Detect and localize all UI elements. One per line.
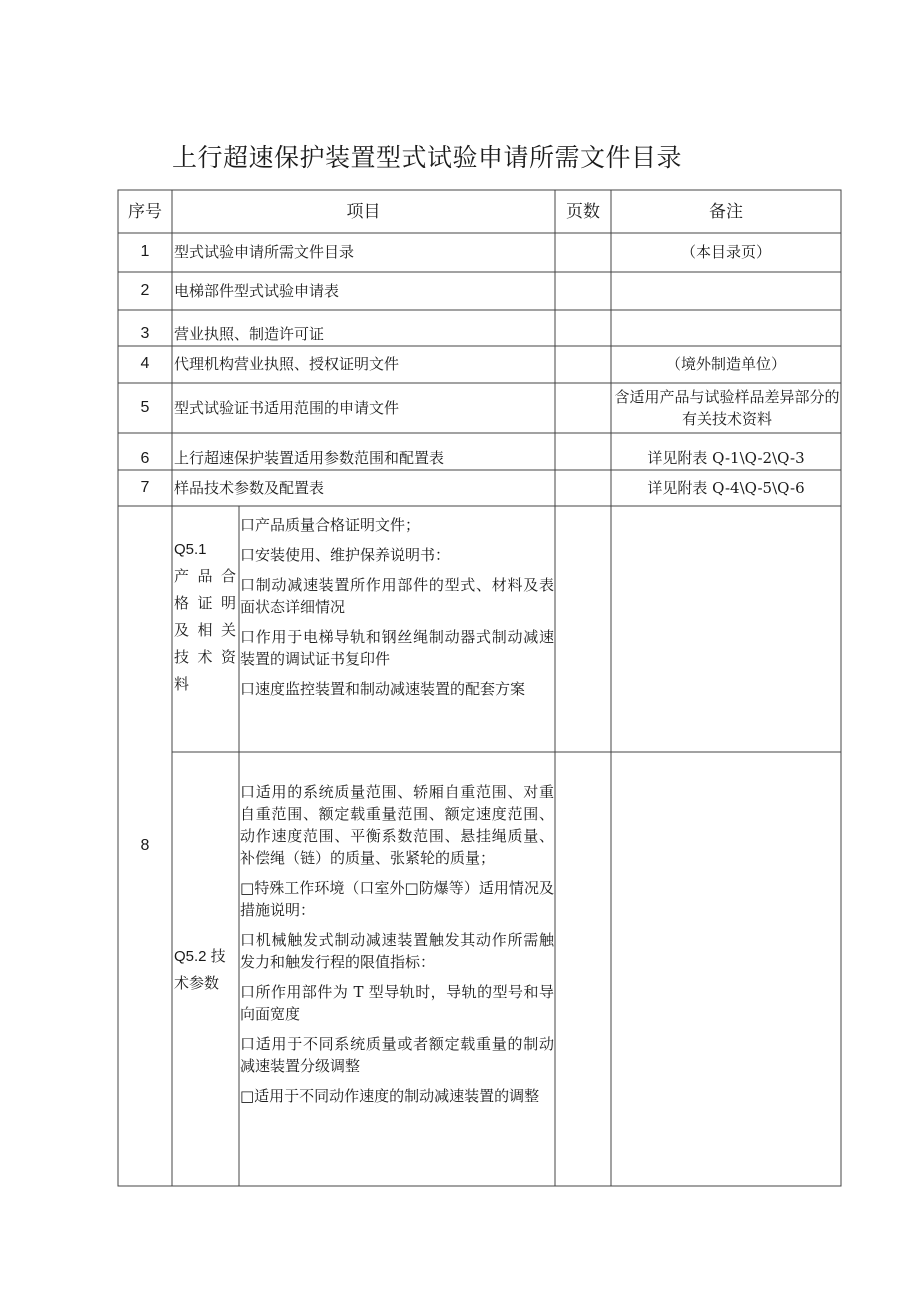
row-3-seq: 3 (140, 325, 150, 342)
row-6-item: 上行超速保护装置适用参数范围和配置表 (174, 449, 445, 467)
q51-label (174, 536, 236, 698)
page-title: 上行超速保护装置型式试验申请所需文件目录 (172, 143, 683, 172)
q52-checklist-item: 口适用于不同系统质量或者额定载重量的制动减速装置分级调整 (240, 1035, 554, 1075)
row-5-seq: 5 (140, 399, 150, 416)
q52-label-line: 术参数 (174, 975, 220, 992)
q52-checklist-item: 口所作用部件为 T 型导轨时，导轨的型号和导向面宽度 (240, 983, 554, 1023)
row-2-item: 电梯部件型式试验申请表 (174, 282, 340, 300)
q51-checklist-item: 口作用于电梯导轨和钢丝绳制动器式制动减速装置的调试证书复印件 (240, 628, 554, 668)
q51-checklist-item: 口安装使用、维护保养说明书： (240, 546, 451, 564)
q51-checklist-item: 口速度监控装置和制动减速装置的配套方案 (240, 680, 526, 698)
row-7-item: 样品技术参数及配置表 (174, 479, 325, 497)
row-4-item: 代理机构营业执照、授权证明文件 (174, 355, 400, 373)
q51-code: Q5.1 (174, 541, 207, 558)
q51-item-list (240, 514, 554, 708)
q51-checklist-item: 口产品质量合格证明文件； (240, 516, 421, 534)
row-7-note: 详见附表 Q-4\Q-5\Q-6 (647, 479, 805, 497)
row-2-seq: 2 (140, 282, 150, 299)
q52-checklist-item: 口机械触发式制动减速装置触发其动作所需触发力和触发行程的限值指标： (240, 931, 554, 971)
q51-label-line: 料 (174, 676, 190, 693)
q51-label-line: 产 品 合 (174, 568, 236, 585)
q51-checklist-item: 口制动减速装置所作用部件的型式、材料及表面状态详细情况 (240, 576, 554, 616)
row-3-item: 营业执照、制造许可证 (174, 325, 325, 343)
header-notes: 备注 (709, 202, 743, 222)
row-6-note: 详见附表 Q-1\Q-2\Q-3 (647, 449, 805, 467)
row-5-item: 型式试验证书适用范围的申请文件 (174, 399, 400, 417)
row-6-seq: 6 (140, 450, 150, 467)
header-seq: 序号 (128, 202, 162, 222)
row-1-item: 型式试验申请所需文件目录 (174, 243, 355, 261)
header-pages: 页数 (566, 202, 600, 222)
row-1-note: （本目录页） (680, 243, 771, 261)
q52-checklist-item: 口适用的系统质量范围、轿厢自重范围、对重自重范围、额定载重量范围、额定速度范围、动作速度范围、平衡系数范围、悬挂绳质量、补偿绳（链）的质量、张紧轮的质量； (240, 783, 554, 867)
q52-checklist-item: □适用于不同动作速度的制动减速装置的调整 (240, 1087, 540, 1105)
row-7-seq: 7 (140, 479, 150, 496)
q52-code: Q5.2 技 (174, 948, 226, 965)
row-5-note: 含适用产品与试验样品差异部分的有关技术资料 (614, 388, 840, 428)
row-1-seq: 1 (140, 243, 150, 260)
row-4-note: （境外制造单位） (665, 355, 786, 373)
q51-label-line: 技 术 资 (174, 649, 236, 666)
q51-label-line: 及 相 关 (174, 622, 236, 639)
q52-label (174, 943, 238, 997)
row-8-seq: 8 (140, 837, 150, 854)
row-4-seq: 4 (140, 355, 150, 372)
q52-checklist-item: □特殊工作环境（口室外□防爆等）适用情况及措施说明： (240, 879, 554, 919)
header-item: 项目 (346, 202, 381, 222)
q51-label-line: 格 证 明 (174, 595, 236, 612)
q52-item-list (240, 781, 554, 1115)
